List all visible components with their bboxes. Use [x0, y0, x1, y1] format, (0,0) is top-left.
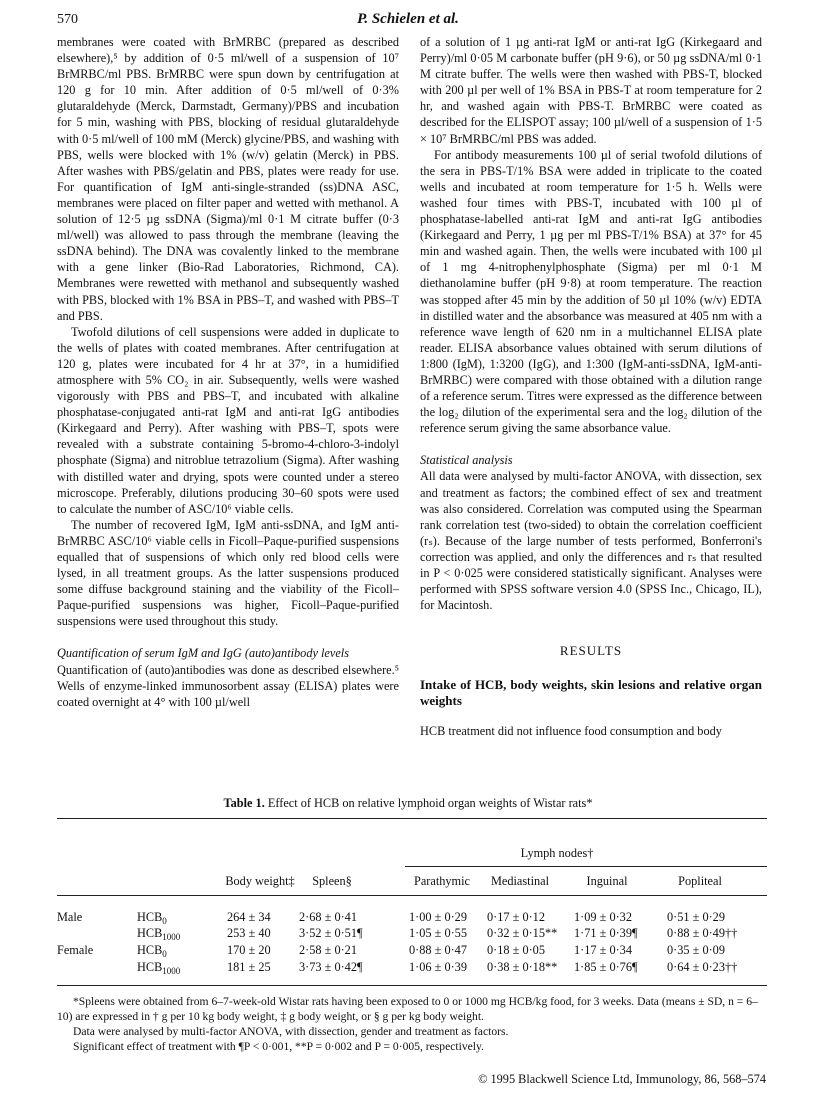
table-caption-text: Effect of HCB on relative lymphoid organ weights of Wistar rats* [267, 796, 593, 810]
group-label: HCB [137, 960, 163, 974]
subsection-heading: Intake of HCB, body weights, skin lesions and relative organ weights [420, 677, 762, 709]
table-caption [0, 796, 816, 811]
table-cell: 1·85 ± 0·76¶ [574, 960, 638, 974]
table-cell: 170 ± 20 [227, 943, 271, 957]
paragraph: The number of recovered IgM, IgM anti-ssDNA, and IgM anti-BrMRBC ASC/10⁶ viable cells in Ficoll–Paque-purified suspensions equalled that of suspensions of which only red blood cells were lysed, in all treatment groups. As the latter suspensions produced some diffuse background staining and the viability of the Ficoll–Paque-purified suspensions was higher, Ficoll–Paque-purified suspensions were used throughout this study. [57, 517, 399, 629]
table-label: Table 1. [223, 796, 265, 810]
table-footnotes [57, 994, 767, 1054]
group-label: HCB [137, 943, 163, 957]
group-dose: 0 [162, 949, 167, 959]
table-cell: 1·00 ± 0·29 [409, 910, 467, 924]
table-cell: 3·52 ± 0·51¶ [299, 926, 363, 940]
right-column [420, 34, 762, 739]
results-heading: RESULTS [559, 643, 623, 659]
group-dose: 1000 [162, 932, 181, 942]
row-group [137, 910, 167, 926]
table-cell: 1·06 ± 0·39 [409, 960, 467, 974]
table-cell: 264 ± 34 [227, 910, 271, 924]
row-group [137, 960, 180, 976]
table-cell: 0·38 ± 0·18** [487, 960, 558, 974]
header-rule [57, 895, 767, 896]
header-spleen: Spleen§ [312, 874, 352, 888]
paragraph: For antibody measurements 100 µl of serial twofold dilutions of the sera in PBS-T/1% BSA were added in triplicate to the coated wells and incubated at room temperature for 1·5 h. Wells were washed four times with PBS-T, incubated with 100 µl of phosphatase-labelled anti-rat IgM and anti-rat IgG antibodies (Kirkegaard and Perry, 1 µg per ml PBS-T/1% BSA) at 37° for 45 min and washed again. Then, the wells were incubated with 100 µl of 1 mg 4-nitrophenylphosphate (Sigma) per ml 0·1 M diethanolamine buffer (pH 9·8) at room temperature. The reaction was stopped after 45 min by the addition of 50 µl 10% (w/v) EDTA in distilled water and the absorbance was measured at 405 nm with a reference wave length of 620 nm in a multichannel ELISA plate reader. ELISA absorbance values obtained with serum dilutions of 1:800 (IgM), 1:3200 (IgG), and 1:300 (IgM-anti-ssDNA, IgM-anti-BrMRBC) were compared with those obtained with a dilution range of a reference serum. Titres were expressed as the difference between the log₂ dilution of the experimental sera and the log₂ dilution of the reference serum giving the same absorbance value. [420, 147, 762, 436]
table-cell: 1·71 ± 0·39¶ [574, 926, 638, 940]
row-group [137, 926, 180, 942]
table-top-rule [57, 818, 767, 819]
table-cell: 0·51 ± 0·29 [667, 910, 725, 924]
footnote: Significant effect of treatment with ¶P < 0·001, **P = 0·002 and P = 0·005, respectively. [73, 1040, 484, 1053]
row-group [137, 943, 167, 959]
header-parathymic: Parathymic [413, 874, 471, 888]
table-cell: 181 ± 25 [227, 960, 271, 974]
table-cell: 0·64 ± 0·23†† [667, 960, 738, 974]
table-cell: 0·35 ± 0·09 [667, 943, 725, 957]
table-cell: 0·88 ± 0·47 [409, 943, 467, 957]
paragraph: Quantification of (auto)antibodies was done as described elsewhere.⁵ Wells of enzyme-linked immunosorbent assay (ELISA) plates were coated overnight at 4° with 100 µl/well [57, 662, 399, 709]
header-inguinal: Inguinal [586, 874, 628, 888]
header-body-weight: Body weight‡ [225, 874, 295, 888]
table-bottom-rule [57, 985, 767, 986]
paragraph: of a solution of 1 µg anti-rat IgM or anti-rat IgG (Kirkegaard and Perry)/ml 0·05 M carbonate buffer (pH 9·6), or 50 µg ssDNA/ml 0·1 M citrate buffer. The wells were then washed with PBS-T, blocked with 200 µl per well of 1% BSA in PBS-T at room temperature for 2 hr, and washed again with PBS-T. BrMRBC were coated as described for the ELISPOT assay; 100 µl/well of a suspension of 1·5 × 10⁷ BrMRBC/ml PBS was added. [420, 35, 762, 146]
table-cell: 0·17 ± 0·12 [487, 910, 545, 924]
row-sex: Male [57, 910, 83, 924]
group-dose: 1000 [162, 966, 181, 976]
copyright: © 1995 Blackwell Science Ltd, Immunology, 86, 568–574 [478, 1072, 766, 1086]
table-cell: 1·05 ± 0·55 [409, 926, 467, 940]
footnote: *Spleens were obtained from 6–7-week-old Wistar rats having been exposed to 0 or 1000 mg HCB/kg food, for 3 weeks. Data (means ± SD, n = 6–10) are expressed in † g per 10 kg body weight, ‡ g body weight, or § g per kg body weight. [57, 995, 758, 1023]
table-cell: 0·88 ± 0·49†† [667, 926, 738, 940]
table-cell: 253 ± 40 [227, 926, 271, 940]
table-cell: 0·32 ± 0·15** [487, 926, 558, 940]
paragraph: HCB treatment did not influence food consumption and body [420, 724, 722, 739]
paragraph: Twofold dilutions of cell suspensions were added in duplicate to the wells of plates with coated membranes. After centrifugation at 120 g, plates were incubated for 4 hr at 37°, in a humidified atmosphere with 5% CO₂ in air. Subsequently, wells were washed vigorously with PBS and PBS–T, and incubated with alkaline phosphatase-conjugated anti-rat IgM and anti-rat IgG antibodies (Kirkegaard and Perry). After washing with PBS–T, spots were revealed with a substrate containing 5-bromo-4-chloro-3-indolyl phosphate (Sigma) and nitroblue tetrazolium (Sigma). After washing with distilled water and drying, spots were counted under a stereo microscope. Preferably, dilutions producing 30–60 spots were used to calculate the number of ASC/10⁶ viable cells. [57, 324, 399, 516]
group-dose: 0 [162, 916, 167, 926]
group-rule [405, 866, 767, 867]
table-cell: 0·18 ± 0·05 [487, 943, 545, 957]
lymph-nodes-header: Lymph nodes† [520, 846, 594, 860]
section-heading: Statistical analysis [420, 453, 513, 468]
page-number: 570 [57, 12, 78, 27]
header-mediastinal: Mediastinal [490, 874, 550, 888]
table-cell: 1·17 ± 0·34 [574, 943, 632, 957]
header-popliteal: Popliteal [678, 874, 722, 888]
table-cell: 3·73 ± 0·42¶ [299, 960, 363, 974]
left-column [57, 34, 399, 710]
running-head: P. Schielen et al. [357, 11, 459, 27]
table-cell: 2·58 ± 0·21 [299, 943, 357, 957]
table-cell: 1·09 ± 0·32 [574, 910, 632, 924]
group-label: HCB [137, 910, 163, 924]
section-heading: Quantification of serum IgM and IgG (auto)antibody levels [57, 646, 350, 661]
paragraph: membranes were coated with BrMRBC (prepared as described elsewhere),⁵ by addition of 0·5 ml/well of a suspension of 10⁷ BrMRBC/ml PBS. BrMRBC were spun down by centrifugation at 120 g for 10 min. After addition of 0·5 ml/well of 0·3% glutaraldehyde (Merck, Darmstadt, Germany)/PBS and incubation for 5 min, washing with PBS, blocking of residual glutaraldehyde with 0·5 ml/well of 100 mM (Merck) glycine/PBS, and washing with PBS, wells were blocked with 1% (w/v) gelatin (Merck) in PBS. After washes with PBS/gelatin and PBS, plates were ready for use. For quantification of IgM anti-single-stranded (ss)DNA ASC, membranes were placed on filter paper and wetted with methanol. A solution of 12·5 µg ssDNA (Sigma)/ml 0·1 M citrate buffer (0·3 ml/well) was allowed to pass through the membrane (leaving the ssDNA behind). The DNA was covalently linked to the membrane with a gene linker (Bio-Rad Laboratories, Richmond, CA). Membranes were rewetted with methanol and subsequently washed with PBS, blocked with 1% BSA in PBS–T, and washed with PBS–T and PBS. [57, 35, 399, 323]
group-label: HCB [137, 926, 163, 940]
row-sex: Female [57, 943, 94, 957]
table-cell: 2·68 ± 0·41 [299, 910, 357, 924]
footnote: Data were analysed by multi-factor ANOVA, with dissection, gender and treatment as factors. [73, 1025, 509, 1038]
paragraph: All data were analysed by multi-factor ANOVA, with dissection, sex and treatment as factors; the combined effect of sex and treatment was also considered. Correlation was computed using the Spearman rank correlation test (two-sided) to obtain the correlation coefficient (rₛ). Because of the large number of tests performed, Bonferroni's correction was applied, and only the differences and rₛ that resulted in P < 0·025 were considered statistically significant. Analyses were performed with SPSS software version 4.0 (SPSS Inc., Chicago, IL), for Macintosh. [420, 469, 762, 613]
